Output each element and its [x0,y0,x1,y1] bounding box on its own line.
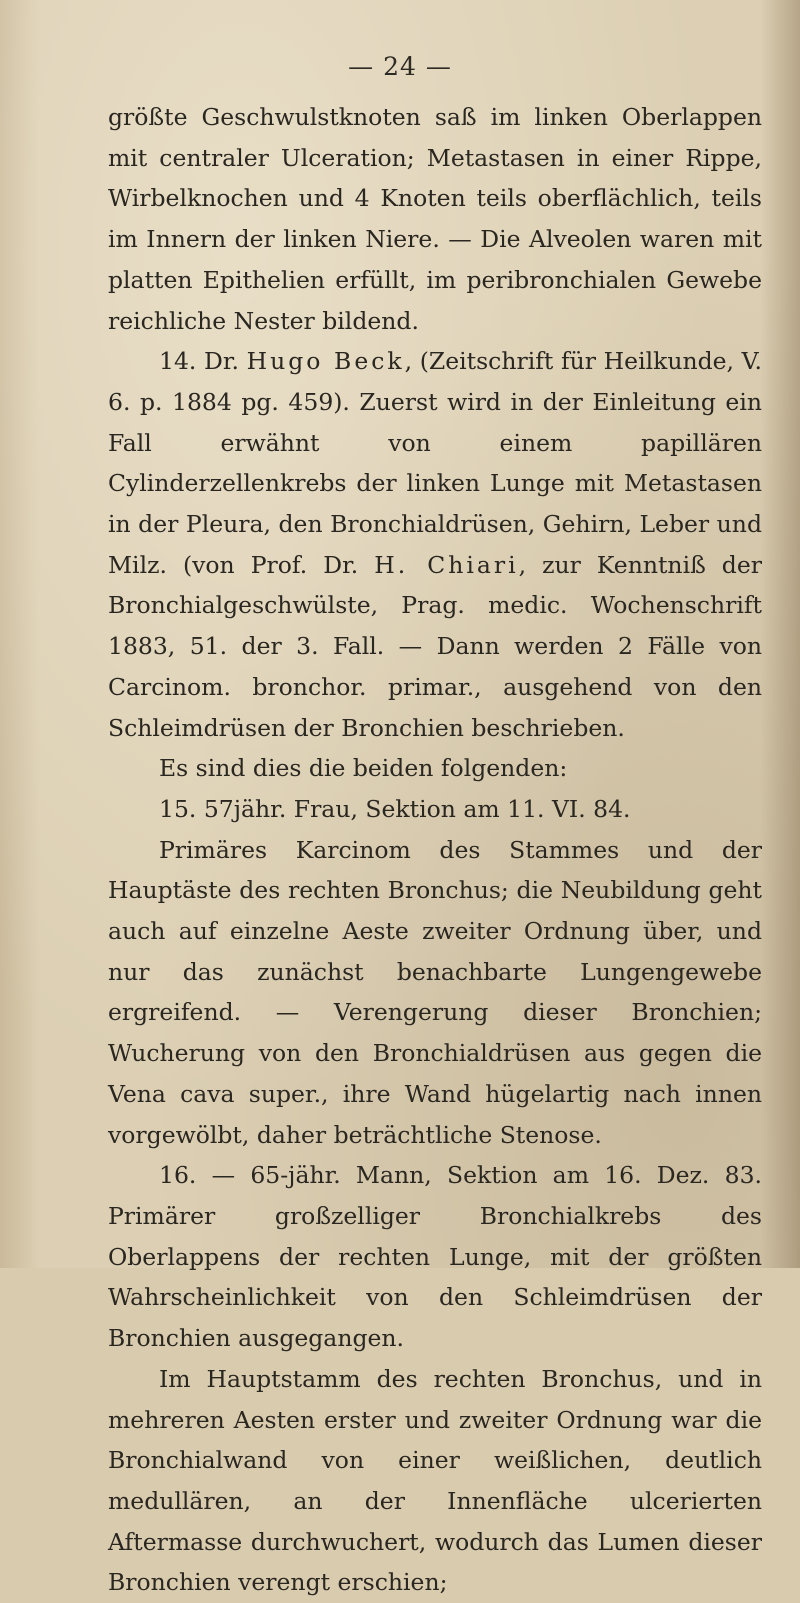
case-16: 16. — 65-jähr. Mann, Sektion am 16. Dez. 83. Primärer großzelliger Bronchialkrebs des Oberlappens der rechten Lunge, mit der größten Wahrscheinlichkeit von den Schleimdrüsen der Bronchien ausgegangen. [108,1161,762,1353]
paragraph-3: Es sind dies die beiden folgenden: [159,754,568,783]
page-number: — 24 — [348,52,452,81]
paragraph-5: Primäres Karcinom des Stammes und der Hauptäste des rechten Bronchus; die Neubildung geht auch auf einzelne Aeste zweiter Ordnung über, und nur das zunächst benachbarte Lungengewebe ergreifend. — Verengerung dieser Bronchien; Wucherung von den Bronchialdrüsen aus gegen die Vena cava super., ihre Wand hügelartig nach innen vorgewölbt, daher beträchtliche Stenose. [108,835,762,1149]
body-text [108,97,762,1603]
paragraph-7: Im Hauptstamm des rechten Bronchus, und in mehreren Aesten erster und zweiter Ordnung war die Bronchialwand von einer weißlichen, deutlich medullären, an der Innenfläche ulcerierten Aftermasse durchwuchert, wodurch das Lumen dieser Bronchien verengt erschien; [108,1364,762,1597]
author-name: Hugo Beck [246,347,405,376]
author-name-2: H. Chiari [374,550,519,579]
paragraph-1: größte Geschwulstknoten saß im linken Oberlappen mit centraler Ulceration; Metastasen in einer Rippe, Wirbelknochen und 4 Knoten teils oberflächlich, teils im Innern der linken Niere. — Die Alveolen waren mit platten Epithelien erfüllt, im peribronchialen Gewebe reichliche Nester bildend. [108,103,762,335]
case-heading-15: 15. 57jähr. Frau, Sektion am 11. VI. 84. [159,794,631,823]
paragraph-2 [108,341,762,748]
entry-number: 14. Dr. [159,347,239,376]
paragraph-2-text-2: , zur Kenntniß der Bronchialgeschwülste, Prag. medic. Wochenschrift 1883, 51. der 3. Fall. — Dann werden 2 Fälle von Carcinom. bronchor. primar., ausgehend von den Schleimdrüsen der Bronchien beschrieben. [108,550,762,742]
paragraph-2-text: , (Zeitschrift für Heilkunde, V. 6. p. 1884 pg. 459). Zuerst wird in der Einleitung ein Fall erwähnt von einem papillären Cylinderzellenkrebs der linken Lunge mit Metastasen in der Pleura, den Bronchialdrüsen, Gehirn, Leber und Milz. (von Prof. Dr. [108,347,762,579]
